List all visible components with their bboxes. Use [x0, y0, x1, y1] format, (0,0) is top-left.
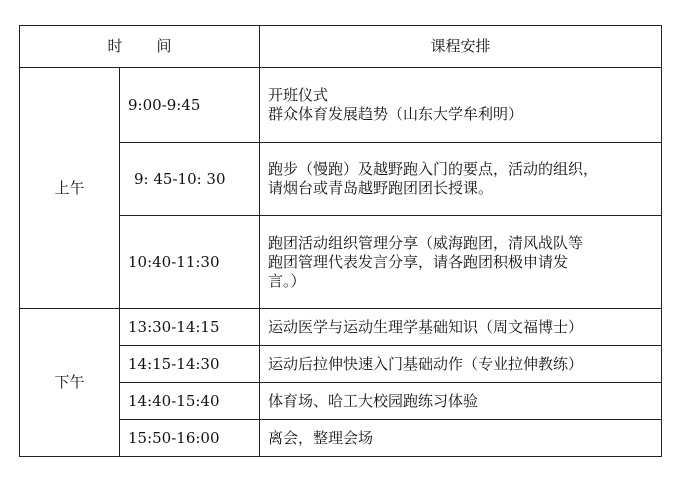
table-row	[20, 309, 662, 346]
time-cell: 15:50-16:00	[120, 420, 260, 457]
header-content-cell: 课程安排	[260, 26, 662, 68]
content-line: 跑步（慢跑）及越野跑入门的要点，活动的组织，	[268, 160, 599, 178]
content-line: 言。）	[268, 271, 306, 290]
time-cell: 13:30-14:15	[120, 309, 260, 346]
content-line: 运动医学与运动生理学基础知识（周文福博士）	[268, 317, 584, 336]
content-line: 开班仪式	[268, 86, 329, 104]
table-row	[20, 68, 662, 143]
time-cell: 9:00-9:45	[120, 68, 260, 143]
content-cell	[260, 383, 662, 420]
content-cell	[260, 143, 662, 216]
content-cell	[260, 346, 662, 383]
time-cell: 14:15-14:30	[120, 346, 260, 383]
time-cell: 9: 45-10: 30	[120, 143, 260, 216]
time-cell: 10:40-11:30	[120, 216, 260, 309]
content-cell	[260, 420, 662, 457]
content-line: 跑团活动组织管理分享（威海跑团，清风战队等	[268, 233, 584, 252]
content-line: 跑团管理代表发言分享，请各跑团积极申请发	[268, 252, 569, 271]
content-line: 运动后拉伸快速入门基础动作（专业拉伸教练）	[268, 354, 584, 373]
content-cell	[260, 309, 662, 346]
header-time-cell	[20, 26, 260, 68]
content-line: 群众体育发展趋势（山东大学牟利明）	[268, 105, 524, 123]
time-cell: 14:40-15:40	[120, 383, 260, 420]
period-morning: 上午	[20, 68, 120, 309]
content-cell	[260, 68, 662, 143]
header-time-char-2: 间	[156, 37, 172, 55]
content-cell	[260, 216, 662, 309]
content-line: 请烟台或青岛越野跑团团长授课。	[268, 179, 494, 197]
content-line: 离会，整理会场	[268, 428, 374, 447]
table-header-row	[20, 26, 662, 68]
schedule-table	[19, 25, 662, 457]
period-afternoon: 下午	[20, 309, 120, 457]
content-line: 体育场、哈工大校园跑练习体验	[268, 391, 479, 410]
header-time-char-1: 时	[107, 37, 123, 55]
